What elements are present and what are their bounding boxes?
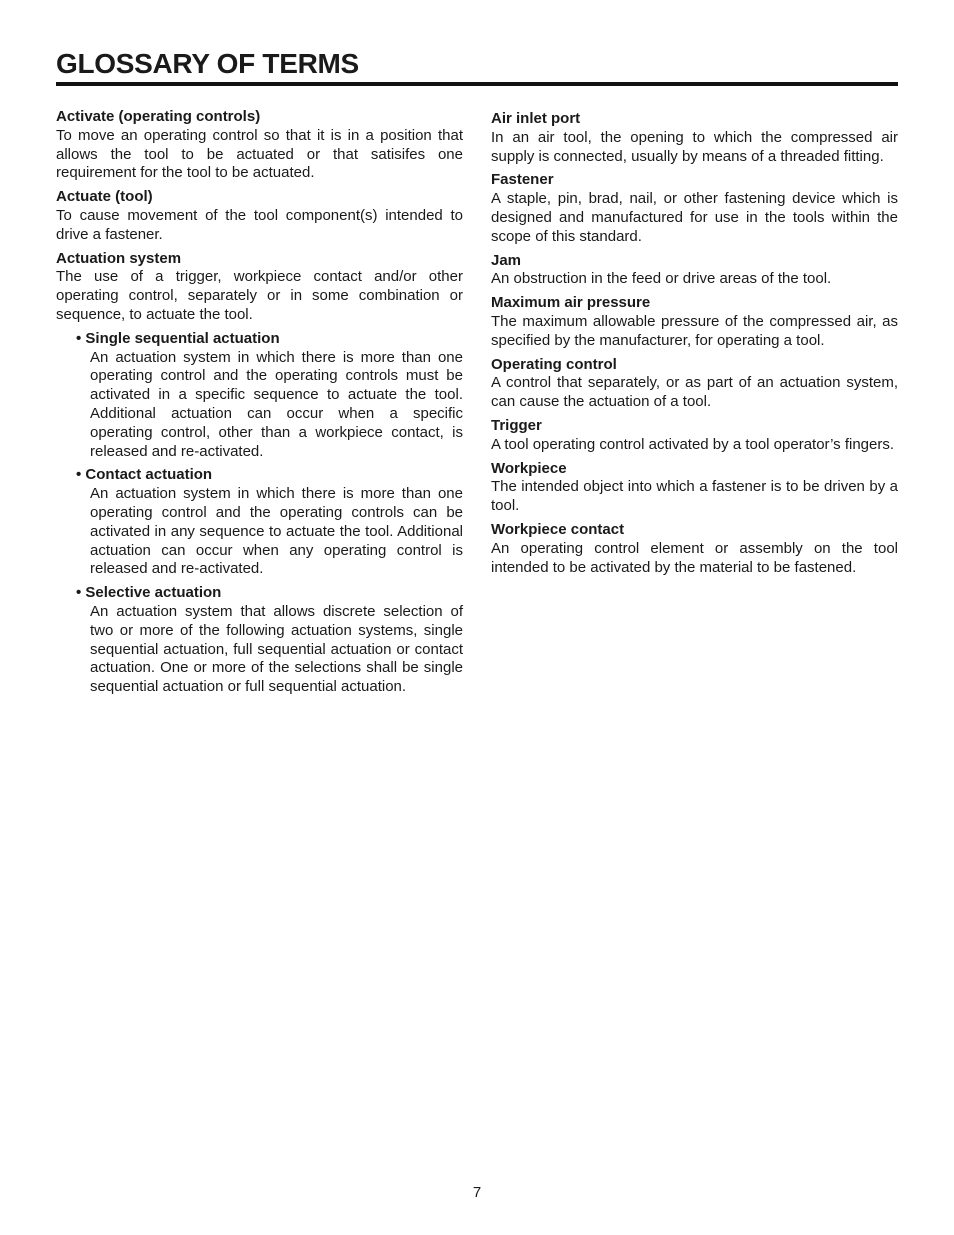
glossary-definition: An obstruction in the feed or drive areas of the tool. xyxy=(491,270,832,288)
glossary-definition: An operating control element or assembly on the tool intended to be activated by the material to be fastened. xyxy=(491,539,898,576)
glossary-term: Actuate (tool) xyxy=(56,188,153,206)
glossary-sub-entry xyxy=(76,584,463,697)
page-title: GLOSSARY OF TERMS xyxy=(56,48,359,79)
glossary-sub-term: • Single sequential actuation xyxy=(76,329,280,347)
glossary-definition: In an air tool, the opening to which the compressed air supply is connected, usually by means of a threaded fitting. xyxy=(491,128,898,165)
glossary-definition: The use of a trigger, workpiece contact and/or other operating control, separately or in some combination or sequence, to actuate the tool. xyxy=(56,268,463,323)
glossary-sub-term: • Selective actuation xyxy=(76,584,222,602)
glossary-definition: The maximum allowable pressure of the compressed air, as specified by the manufacturer, for operating a tool. xyxy=(491,312,898,349)
glossary-definition: A control that separately, or as part of an actuation system, can cause the actuation of a tool. xyxy=(491,374,898,411)
glossary-entry xyxy=(491,110,898,166)
glossary-sub-definition: An actuation system that allows discrete selection of two or more of the following actuation systems, single sequential actuation, full sequential actuation or contact actuation. One or more of the selections shall be single sequential actuation or full sequential actuation. xyxy=(90,602,463,696)
glossary-entry xyxy=(491,356,898,412)
glossary-term: Activate (operating controls) xyxy=(56,108,261,125)
left-column xyxy=(56,108,463,702)
title-rule xyxy=(56,82,898,86)
glossary-definition: To move an operating control so that it is in a position that allows the tool to be actuated or that satisifes one requirement for the tool to be actuated. xyxy=(56,126,463,182)
glossary-entry xyxy=(491,171,898,246)
glossary-term: Air inlet port xyxy=(491,110,581,127)
glossary-entry xyxy=(491,294,898,350)
glossary-term: Actuation system xyxy=(56,249,182,267)
glossary-entry xyxy=(491,252,898,290)
glossary-definition: To cause movement of the tool component(s) intended to drive a fastener. xyxy=(56,206,463,243)
glossary-entry xyxy=(56,250,463,325)
glossary-entry xyxy=(491,460,898,516)
glossary-entry xyxy=(56,108,463,183)
glossary-sub-definition: An actuation system in which there is more than one operating control and the operating controls must be activated in a specific sequence to actuate the tool. Additional actuation can occur when a specific operating control, other than a workpiece contact, is released and re-activated. xyxy=(90,348,463,460)
glossary-entry xyxy=(56,188,463,244)
glossary-sub-definition: An actuation system in which there is more than one operating control and the operating controls can be activated in any sequence to actuate the tool. Additional actuation can occur when any operating control is released and re-activated. xyxy=(90,485,463,578)
glossary-definition: A staple, pin, brad, nail, or other fastening device which is designed and manufactured for use in the tools within the scope of this standard. xyxy=(491,190,898,245)
glossary-sub-term: • Contact actuation xyxy=(76,466,213,484)
right-column xyxy=(491,110,898,582)
glossary-definition: A tool operating control activated by a tool operator’s fingers. xyxy=(491,435,895,453)
glossary-sub-entry xyxy=(76,330,463,462)
glossary-definition: The intended object into which a fastener is to be driven by a tool. xyxy=(491,478,898,515)
glossary-term: Operating control xyxy=(491,355,617,373)
glossary-term: Workpiece contact xyxy=(491,520,625,538)
glossary-term: Workpiece xyxy=(491,459,567,477)
page-number: 7 xyxy=(472,1184,482,1201)
glossary-sub-entry xyxy=(76,466,463,579)
glossary-entry xyxy=(491,417,898,455)
glossary-term: Fastener xyxy=(491,171,554,189)
glossary-entry xyxy=(491,521,898,577)
glossary-term: Jam xyxy=(491,251,522,269)
glossary-term: Trigger xyxy=(491,416,542,434)
glossary-term: Maximum air pressure xyxy=(491,294,651,312)
